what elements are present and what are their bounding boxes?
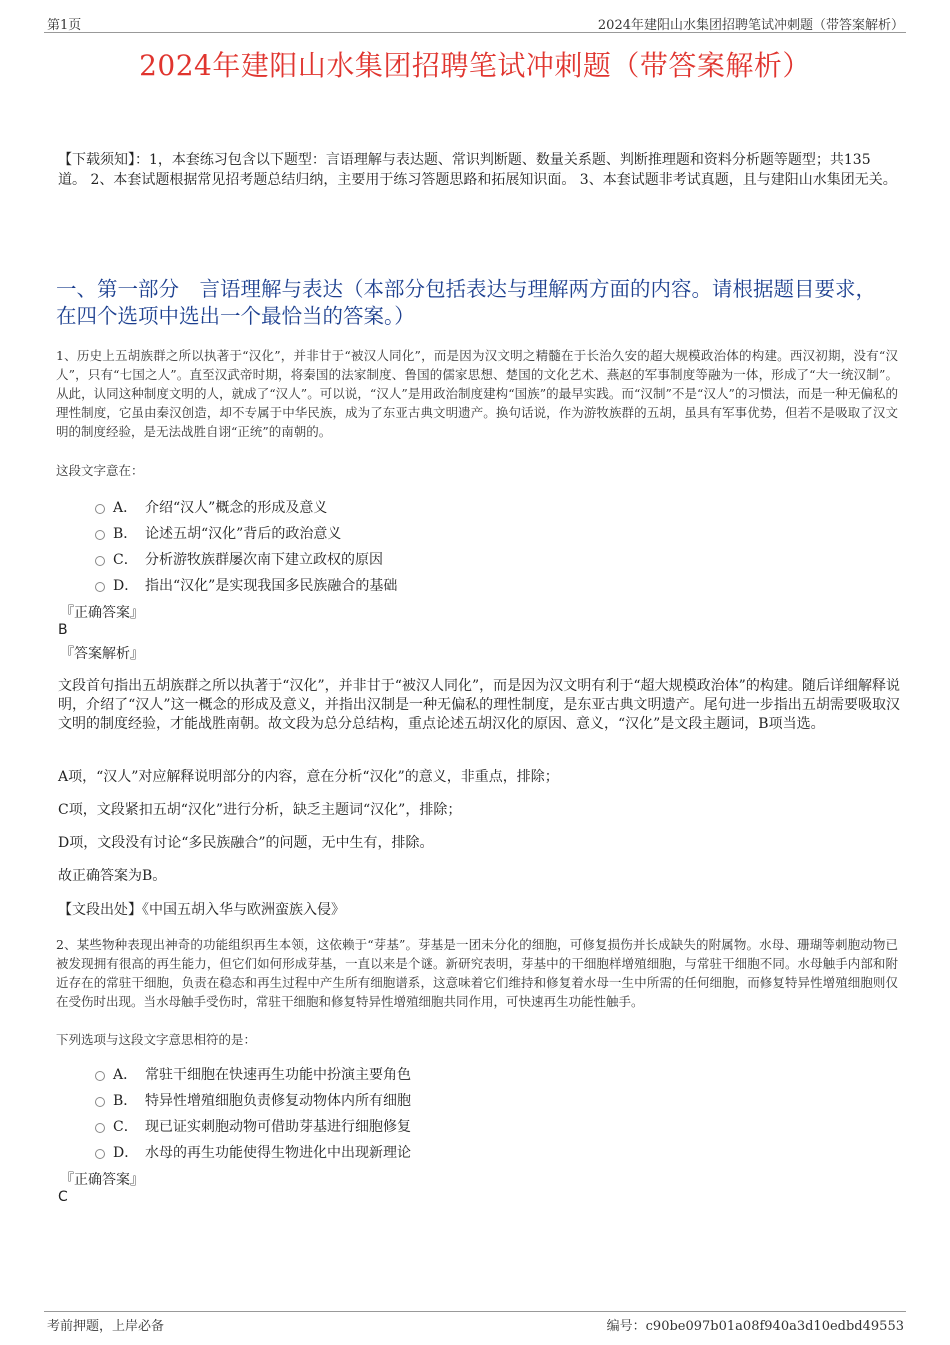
question-1-text: 1、历史上五胡族群之所以执著于“汉化”，并非甘于“被汉人同化”，而是因为汉文明之精髓在于长治久安的超大规模政治体的构建。西汉初期，没有“汉人”，只有“七国之人”。直至汉武帝时期，将秦国的法家制度、鲁国的儒家思想、楚国的文化艺术、燕赵的军事制度等融为一体，形成了“大一统汉制”。从此，认同这种制度文明的人，就成了“汉人”。可以说，“汉人”是用政治制度建构“国族”的最早实践。而“汉制”不是“汉人”的习惯法，而是一种无偏私的理性制度，它虽由秦汉创造，却不专属于中华民族，成为了东亚古典文明遗产。换句话说，作为游牧族群的五胡，虽具有军事优势，但若不是吸取了汉文明的制度经验，是无法战胜自诩“正统”的南朝的。 [56,348,898,439]
question-1-point-c: C项，文段紧扣五胡“汉化”进行分析，缺乏主题词“汉化”，排除； [58,802,462,818]
option-text: 现已证实刺胞动物可借助芽基进行细胞修复 [145,1119,411,1135]
question-2-answer: C [58,1189,68,1205]
option-text: 常驻干细胞在快速再生功能中扮演主要角色 [145,1067,411,1083]
option-text: 分析游牧族群屡次南下建立政权的原因 [145,552,383,568]
question-2-option-a[interactable] [95,1064,411,1084]
question-1-answer: B [58,622,68,638]
footer-slogan: 考前押题，上岸必备 [47,1319,165,1334]
question-2-prompt: 下列选项与这段文字意思相符的是： [56,1032,257,1047]
radio-icon[interactable] [95,504,105,514]
option-letter: A． [113,1067,138,1083]
question-1-answer-label: 『正确答案』 [60,605,144,621]
question-1-analysis-label: 『答案解析』 [60,646,144,662]
option-letter: B． [113,1093,138,1109]
option-letter: B． [113,526,138,542]
question-1-source: 【文段出处】《中国五胡入华与欧洲蛮族入侵》 [58,902,345,918]
option-text: 指出“汉化”是实现我国多民族融合的基础 [145,578,398,594]
question-1-option-a[interactable] [95,497,327,517]
question-2-option-d[interactable] [95,1142,411,1162]
option-letter: C． [113,1119,138,1135]
section-title: 一、第一部分 言语理解与表达（本部分包括表达与理解两方面的内容。请根据题目要求，在四个选项中选出一个最恰当的答案。） [56,277,876,328]
radio-icon[interactable] [95,1149,105,1159]
question-1-analysis: 文段首句指出五胡族群之所以执著于“汉化”，并非甘于“被汉人同化”，而是因为汉文明有利于“超大规模政治体”的构建。随后详细解释说明，介绍了“汉人”这一概念的形成及意义，并指出汉制是一种无偏私的理性制度，是东亚古典文明遗产。尾句进一步指出五胡需要吸取汉文明的制度经验，才能战胜南朝。故文段为总分总结构，重点论述五胡汉化的原因、意义，“汉化”是文段主题词，B项当选。 [58,678,900,732]
question-1-point-a: A项，“汉人”对应解释说明部分的内容，意在分析“汉化”的意义，非重点，排除； [58,769,559,785]
radio-icon[interactable] [95,582,105,592]
header-doc-title: 2024年建阳山水集团招聘笔试冲刺题（带答案解析） [597,18,904,33]
radio-icon[interactable] [95,530,105,540]
option-letter: D． [113,1145,139,1161]
question-2-option-c[interactable] [95,1116,411,1136]
download-notice: 【下载须知】：1，本套练习包含以下题型：言语理解与表达题、常识判断题、数量关系题、判断推理题和资料分析题等题型；共135道。 2、本套试题根据常见招考题总结归纳，主要用于练习答题思路和拓展知识面。 3、本套试题非考试真题，且与建阳山水集团无关。 [58,152,897,188]
option-text: 论述五胡“汉化”背后的政治意义 [145,526,342,542]
radio-icon[interactable] [95,1123,105,1133]
footer-divider [44,1311,906,1312]
question-2-answer-label: 『正确答案』 [60,1172,144,1188]
option-text: 水母的再生功能使得生物进化中出现新理论 [145,1145,411,1161]
option-letter: C． [113,552,138,568]
radio-icon[interactable] [95,1097,105,1107]
question-1-point-d: D项，文段没有讨论“多民族融合”的问题，无中生有，排除。 [58,835,434,851]
radio-icon[interactable] [95,1071,105,1081]
option-text: 介绍“汉人”概念的形成及意义 [145,500,328,516]
option-text: 特异性增殖细胞负责修复动物体内所有细胞 [145,1093,411,1109]
radio-icon[interactable] [95,556,105,566]
question-1-option-c[interactable] [95,549,383,569]
question-2-text: 2、某些物种表现出神奇的功能组织再生本领，这依赖于“芽基”。芽基是一团未分化的细胞，可修复损伤并长成缺失的附属物。水母、珊瑚等刺胞动物已被发现拥有很高的再生能力，但它们如何形成芽基，一直以来是个谜。新研究表明，芽基中的干细胞样增殖细胞，与常驻干细胞不同。水母触手内部和附近存在的常驻干细胞，负责在稳态和再生过程中产生所有细胞谱系，这意味着它们维持和修复着水母一生中所需的任何细胞，而修复特异性增殖细胞则仅在受伤时出现。当水母触手受伤时，常驻干细胞和修复特异性增殖细胞共同作用，可快速再生功能性触手。 [56,937,898,1009]
question-2-option-b[interactable] [95,1090,411,1110]
header-page-number: 第1页 [47,18,82,33]
option-letter: A． [113,500,138,516]
question-1-conclusion: 故正确答案为B。 [58,868,167,884]
question-1-prompt: 这段文字意在： [56,463,144,478]
header-divider [44,32,906,33]
option-letter: D． [113,578,139,594]
question-1-option-b[interactable] [95,523,341,543]
page-title: 2024年建阳山水集团招聘笔试冲刺题（带答案解析） [139,49,811,82]
footer-serial-number: 编号：c90be097b01a08f940a3d10edbd49553 [606,1319,904,1334]
question-1-option-d[interactable] [95,575,397,595]
